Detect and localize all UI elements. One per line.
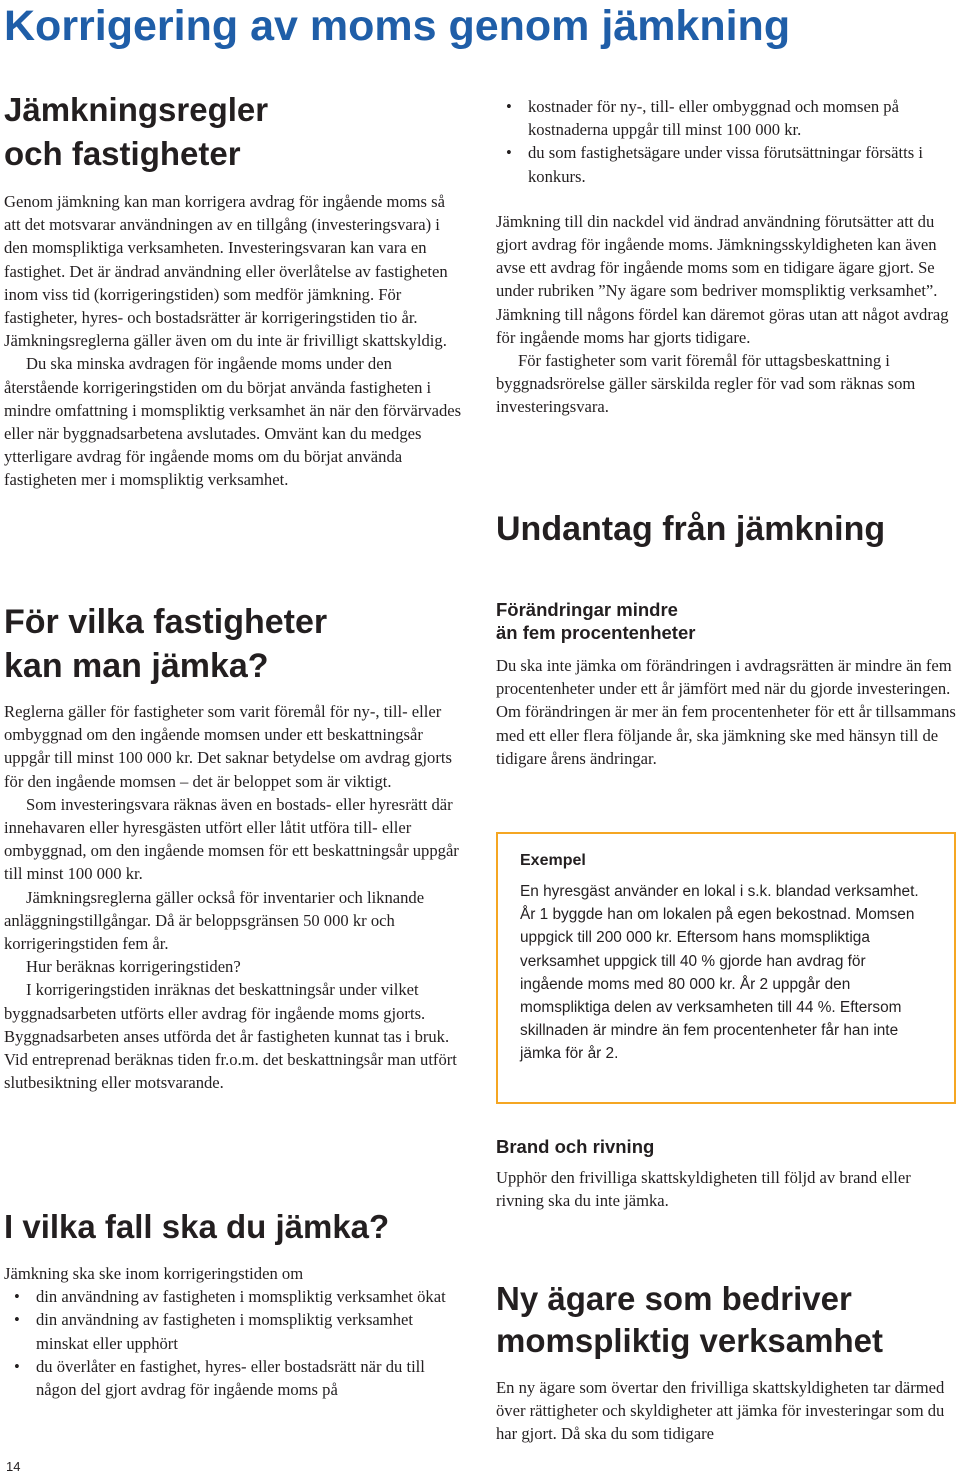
right-column	[496, 95, 958, 419]
paragraph: Jämkningsreglerna gäller också för inventarier och liknande anläggningstillgångar. Då är beloppsgränsen 50 000 kr och korrigeringstiden fem år.	[4, 887, 425, 954]
example-box	[496, 832, 956, 1104]
list-item: • din användning av fastigheten i momspliktig verksamhet ökat	[4, 1285, 454, 1308]
section-heading-ny-agare	[496, 1278, 958, 1362]
left-column	[4, 88, 464, 492]
paragraph: Genom jämkning kan man korrigera avdrag för ingående moms så att det motsvarar användningen av en tillgång (investeringsvara) i den momspliktiga verksamheten. Investeringsvaran kan vara en fastighet. Det är ändrad användning eller överlåtelse av fastigheten inom viss tid (korrigeringstiden) som medför jämkning. För fastigheter, hyres- och bostadsrätter är korrigeringstiden tio år. Jämkningsreglerna gäller även om du inte är frivilligt skattskyldig.	[4, 192, 448, 351]
example-text: En hyresgäst använder en lokal i s.k. blandad verksamhet. År 1 byggde han om lokalen på egen bekostnad. Momsen uppgick till 200 000 kr. Eftersom hans momspliktiga verksamhet uppgick till 40 % gjorde han avdrag för ingående moms med 80 000 kr. År 2 uppgår den momspliktiga delen av verksamheten till 44 %. Eftersom skillnaden är mindre än fem procentenheter får han inte jämka för år 2.	[520, 883, 919, 1063]
heading-line: Jämkningsregler	[4, 91, 269, 128]
list-item: • din användning av fastigheten i momspliktig verksamhet minskat eller upphört	[4, 1308, 454, 1354]
paragraph: En ny ägare som övertar den frivilliga skattskyldigheten tar därmed över rättigheter och skyldigheter att jämka för investeringar som du har gjort. Då ska du som tidigare	[496, 1378, 945, 1444]
paragraph: För fastigheter som varit föremål för uttagsbeskattning i byggnadsrörelse gäller särskilda regler för vad som räknas som investeringsvara.	[496, 351, 916, 417]
left-column-section-2	[4, 600, 460, 1094]
heading-line: än fem procentenheter	[496, 622, 696, 643]
heading-line: Förändringar mindre	[496, 599, 678, 620]
bullet-list	[4, 1285, 454, 1401]
page-number: 14	[6, 1459, 21, 1474]
example-title: Exempel	[520, 852, 586, 869]
paragraph: Du ska inte jämka om förändringen i avdragsrätten är mindre än fem procentenheter under ett år jämfört med när du gjorde investeringen. Om förändringen är mer än fem procentenheter för ett år tillsammans med ett eller flera följande år, ska jämkning ske med hänsyn till de tidigare årens ändringar.	[496, 656, 956, 768]
list-item: • du överlåter en fastighet, hyres- eller bostadsrätt när du till någon del gjort avdrag för ingående moms på	[4, 1355, 454, 1401]
ny-agare-section	[496, 1278, 958, 1446]
paragraph: Jämkning till din nackdel vid ändrad användning förutsätter att du gjort avdrag för ingående moms. Jämkningsskyldigheten kan även avse ett avdrag för ingående moms som en tidigare ägare gjort. Se under rubriken ”Ny ägare som bedriver momspliktig verksamhet”. Jämkning till någons fördel kan däremot göras utan att något avdrag för ingående moms har gjorts tidigare.	[496, 211, 949, 347]
left-column-section-3	[4, 1206, 454, 1401]
brand-section	[496, 1135, 958, 1212]
section-heading-undantag: Undantag från jämkning	[496, 510, 886, 548]
section-heading-i-vilka-fall: I vilka fall ska du jämka?	[4, 1208, 390, 1245]
paragraph: Reglerna gäller för fastigheter som varit föremål för ny-, till- eller ombyggnad om den ingående momsen under ett beskattningsår uppgår till minst 100 000 kr. Det saknar betydelse om avdrag gjorts för den ingående momsen – det är beloppet som är viktigt.	[4, 702, 452, 791]
heading-line: momspliktig verksamhet	[496, 1322, 883, 1359]
heading-line: För vilka fastigheter	[4, 603, 328, 641]
page-title: Korrigering av moms genom jämkning	[4, 2, 791, 50]
paragraph: Du ska minska avdragen för ingående moms under den återstående korrigeringstiden om du börjat använda fastigheten i mindre omfattning i momspliktig verksamhet än när den förvärvades eller när byggnadsarbetena avslutades. Omvänt kan du medges ytterligare avdrag för ingående moms om du börjat använda fastigheten mer i momspliktig verksamhet.	[4, 354, 462, 490]
subheading-brand-och-rivning: Brand och rivning	[496, 1136, 655, 1157]
heading-line: Ny ägare som bedriver	[496, 1280, 852, 1317]
paragraph: I korrigeringstiden inräknas det beskattningsår under vilket byggnadsarbeten utförts eller avdrag för ingående moms gjorts. Byggnadsarbeten anses utförda det år fastigheten kunnat tas i bruk. Vid entreprenad beräknas tiden fr.o.m. det beskattningsår man utfört slutbesiktning eller motsvarande.	[4, 980, 457, 1093]
paragraph: Som investeringsvara räknas även en bostads- eller hyresrätt där innehavaren eller hyresgästen utfört eller låtit utföra till- eller ombyggnad, om den ingående momsen för ett beskattningsår uppgår till minst 100 000 kr.	[4, 794, 459, 884]
section-heading-jamkningsregler	[4, 88, 464, 176]
list-item: • du som fastighetsägare under vissa förutsättningar försätts i konkurs.	[496, 141, 958, 187]
section-heading-for-vilka-fastigheter	[4, 600, 460, 688]
subheading-forandringar	[496, 598, 958, 644]
heading-line: och fastigheter	[4, 135, 241, 172]
heading-line: kan man jämka?	[4, 647, 269, 685]
forandringar-section	[496, 598, 958, 770]
bullet-list-continued	[496, 95, 958, 188]
list-item: • kostnader för ny-, till- eller ombyggnad och momsen på kostnaderna uppgår till minst 100 000 kr.	[496, 95, 958, 141]
paragraph: Upphör den frivilliga skattskyldigheten till följd av brand eller rivning ska du inte jämka.	[496, 1168, 911, 1211]
subheading-korrigeringstiden: Hur beräknas korrigeringstiden?	[26, 957, 241, 977]
paragraph: Jämkning ska ske inom korrigeringstiden om	[4, 1264, 304, 1283]
